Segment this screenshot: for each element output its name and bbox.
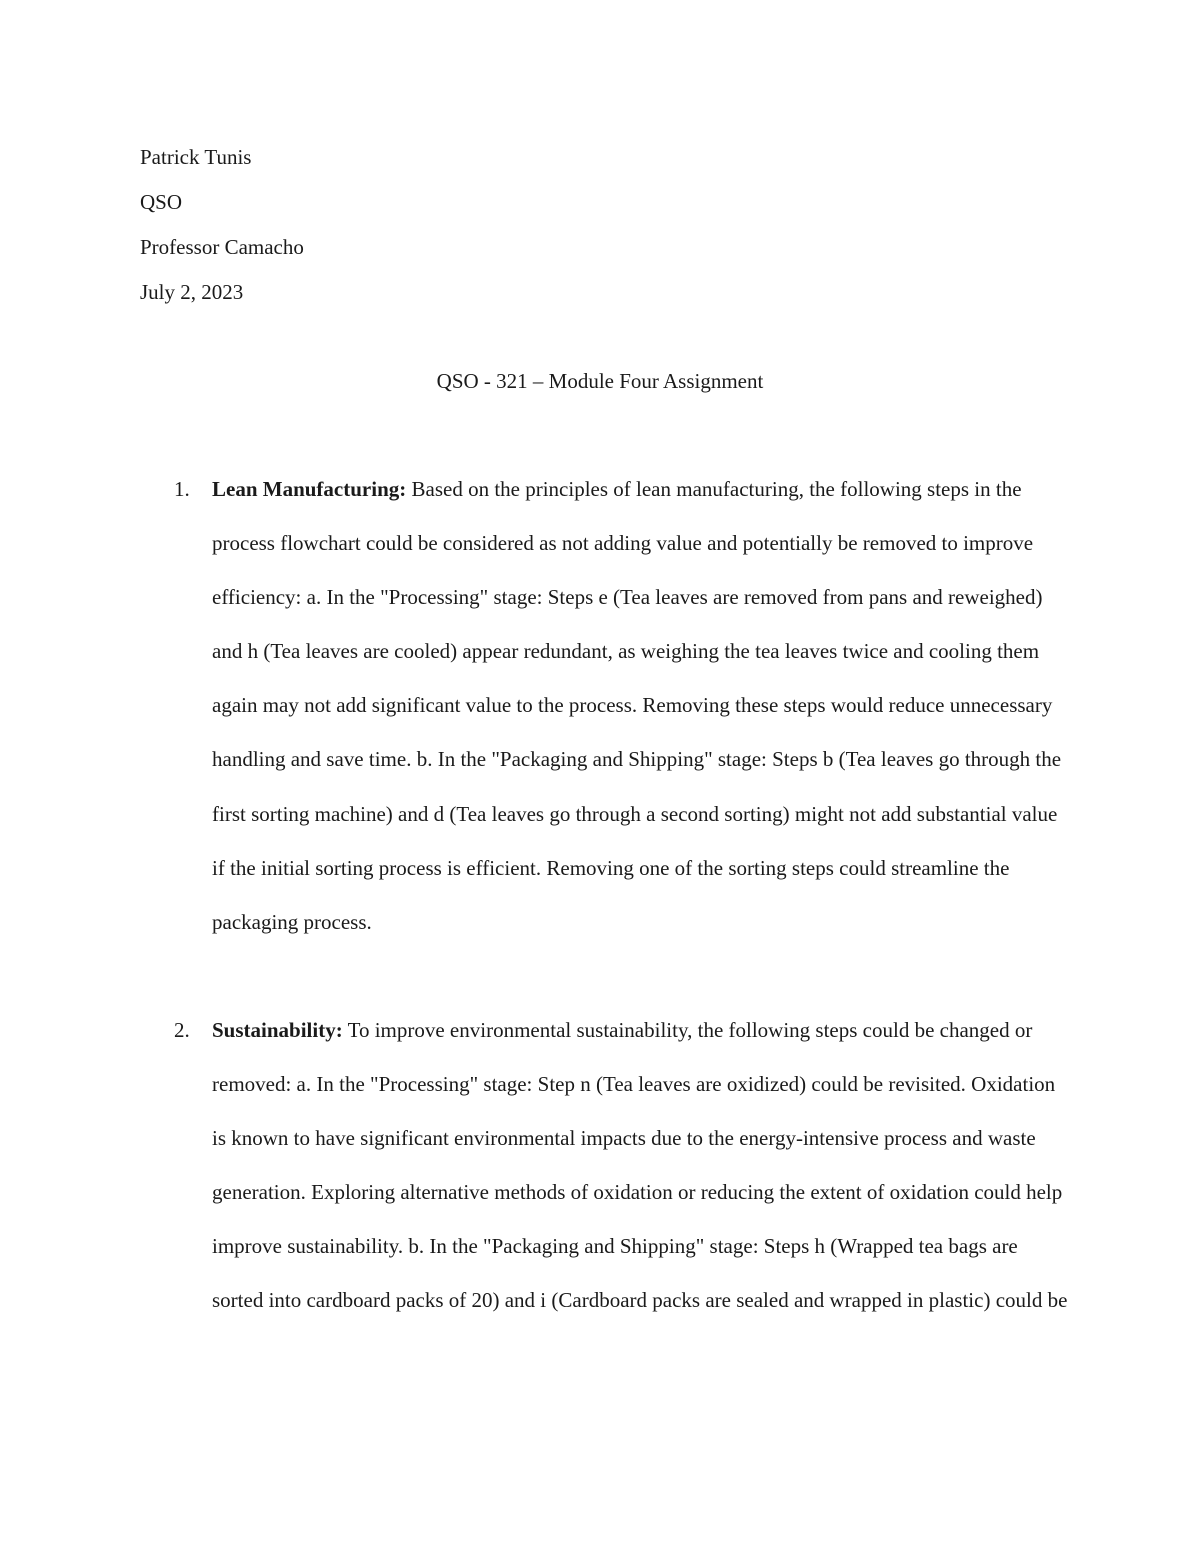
list-item-body: To improve environmental sustainability, the following steps could be changed or removed: a. In the "Processing" stage: Step n (Tea leaves are oxidized) could be revisited. Oxidation is known to have significant environmental impacts due to the energy-intensive process and waste generation. Exploring alternative methods of oxidation or reducing the extent of oxidation could help improve sustainability. b. In the "Packaging and Shipping" stage: Steps h (Wrapped tea bags are sorted into cardboard packs of 20) and i (Cardboard packs are sealed and wrapped in plastic) could be [212,1018,1068,1313]
professor-name: Professor Camacho [140,235,304,259]
list-item-body: Based on the principles of lean manufacturing, the following steps in the process flowchart could be considered as not adding value and potentially be removed to improve efficiency: a. In the "Processing" stage: Steps e (Tea leaves are removed from pans and reweighed) and h (Tea leaves are cooled) appear redundant, as weighing the tea leaves twice and cooling them again may not add significant value to the process. Removing these steps would reduce unnecessary handling and save time. b. In the "Packaging and Shipping" stage: Steps b (Tea leaves go through the first sorting machine) and d (Tea leaves go through a second sorting) might not add substantial value if the initial sorting process is efficient. Removing one of the sorting steps could streamline the packaging process. [212,477,1062,934]
document-title: QSO - 321 – Module Four Assignment [436,369,764,393]
list-item-text [212,1003,1070,1328]
list-item-number: 2. [174,1018,190,1042]
list-item-text [212,462,1070,949]
list-item-heading: Sustainability: [212,1018,343,1042]
author-name: Patrick Tunis [140,145,252,169]
list-item-heading: Lean Manufacturing: [212,477,407,501]
course-name: QSO [140,190,183,214]
submission-date: July 2, 2023 [140,280,244,304]
list-item-number: 1. [174,477,190,501]
